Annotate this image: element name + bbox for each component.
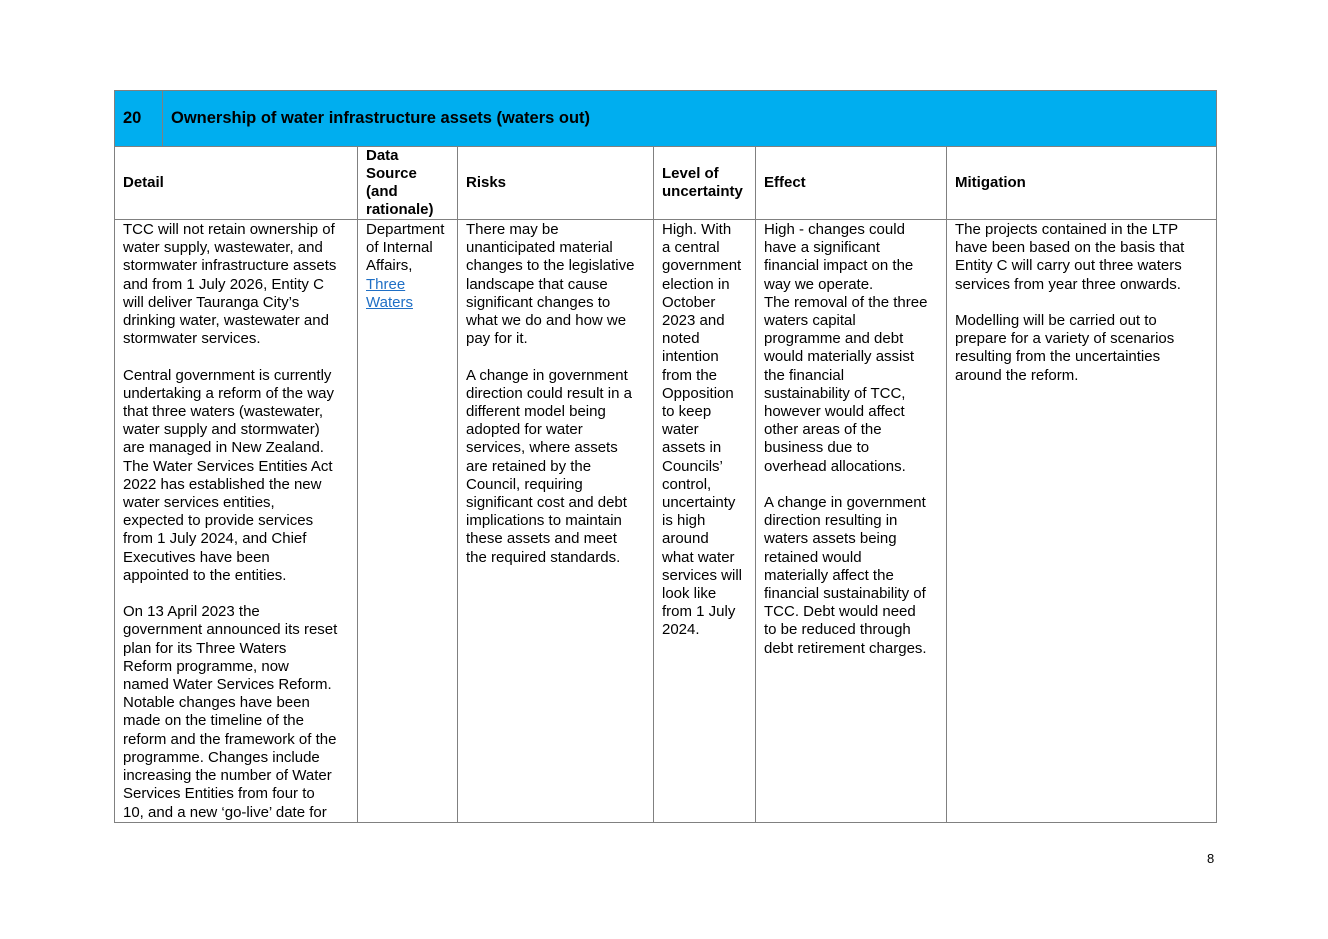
data-source-cell — [358, 220, 458, 823]
effect-cell — [756, 220, 947, 823]
mitigation-text: The projects contained in the LTP have been based on the basis that Entity C will carry out three waters services from year three onwards. Modelling will be carried out to prepare for a variety of scenarios resulting from the uncertainties around the reform. — [955, 221, 1185, 384]
data-source-content — [358, 220, 457, 312]
column-header-mitigation: Mitigation — [947, 147, 1217, 220]
column-header-effect: Effect — [756, 147, 947, 220]
column-header-row — [115, 147, 1217, 220]
column-header-data-source: Data Source (and rationale) — [358, 147, 458, 220]
uncertainty-cell — [654, 220, 756, 823]
section-title: Ownership of water infrastructure assets (waters out) — [163, 91, 1217, 147]
risks-cell — [458, 220, 654, 823]
effect-text: High - changes could have a significant financial impact on the way we operate. The removal of the three waters capital programme and debt would materially assist the financial sustainability of TCC, however would affect other areas of the business due to overhead allocations. A change in government direction resulting in waters assets being retained would materially affect the financial sustainability of TCC. Debt would need to be reduced through debt retirement charges. — [764, 221, 928, 657]
data-source-text: Department of Internal Affairs, — [366, 221, 445, 275]
detail-text: TCC will not retain ownership of water supply, wastewater, and stormwater infrastructure assets and from 1 July 2026, Entity C will deliver Tauranga City’s drinking water, wastewater and stormwater services. Central government is currently undertaking a reform of the way that three waters (wastewater, water supply and stormwater) are managed in New Zealand. The Water Services Entities Act 2022 has established the new water services entities, expected to provide services from 1 July 2024, and Chief Executives have been appointed to the entities. On 13 April 2023 the government announced its reset plan for its Three Waters Reform programme, now named Water Services Reform. Notable changes have been made on the timeline of the reform and the framework of the programme. Changes include increasing the number of Water Services Entities from four to 10, and a new ‘go-live’ date for — [123, 221, 338, 821]
page-number: 8 — [1207, 851, 1215, 866]
column-header-detail: Detail — [115, 147, 358, 220]
section-header-row — [115, 91, 1217, 147]
three-waters-link[interactable]: Three Waters — [366, 275, 413, 311]
detail-cell — [115, 220, 358, 823]
uncertainty-text: High. With a central government election in October 2023 and noted intention from the Opposition to keep water assets in Councils’ control, uncertainty is high around what water services will look like from 1 July 2024. — [662, 221, 743, 639]
mitigation-cell — [947, 220, 1217, 823]
assumptions-table — [114, 90, 1217, 823]
table-row — [115, 220, 1217, 823]
column-header-risks: Risks — [458, 147, 654, 220]
section-number: 20 — [115, 91, 163, 147]
risks-text: There may be unanticipated material changes to the legislative landscape that cause significant changes to what we do and how we pay for it. A change in government direction could result in a different model being adopted for water services, where assets are retained by the Council, requiring significant cost and debt implications to maintain these assets and meet the required standards. — [466, 221, 635, 566]
column-header-uncertainty: Level of uncertainty — [654, 147, 756, 220]
